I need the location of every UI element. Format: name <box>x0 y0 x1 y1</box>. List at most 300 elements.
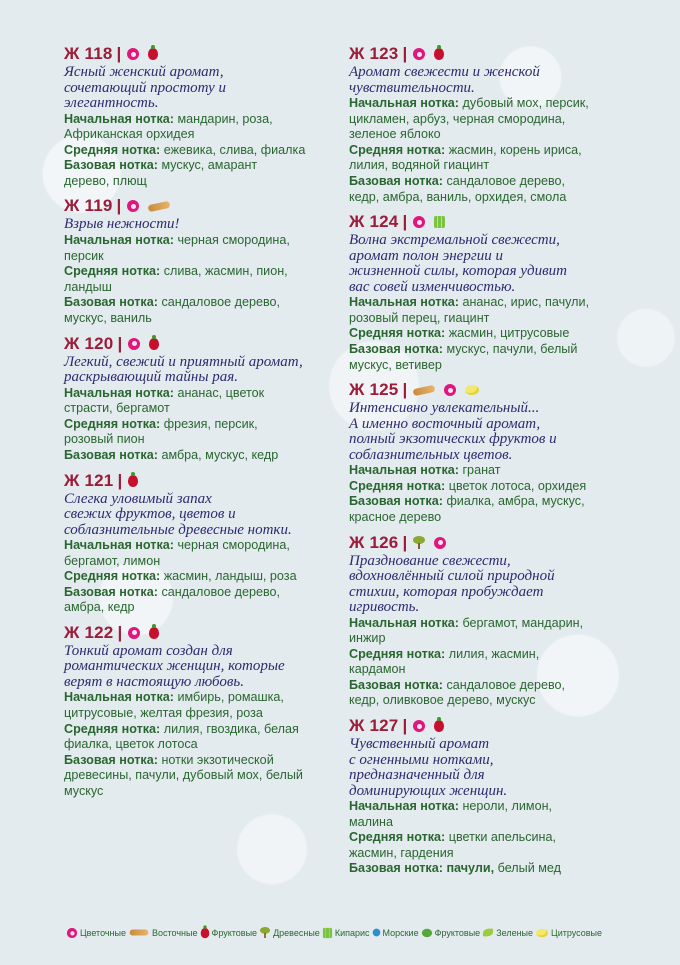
note-icons <box>413 48 444 60</box>
note-line <box>349 830 629 846</box>
note-label: Начальная нотка: <box>349 96 459 110</box>
note-line <box>349 143 629 159</box>
note-base <box>64 448 334 464</box>
note-label: Начальная нотка: <box>349 463 459 478</box>
note-line <box>64 554 334 570</box>
note-value: жасмин, ландыш, роза <box>163 569 297 584</box>
note-value: ландыш <box>64 279 112 294</box>
note-mid <box>64 264 334 295</box>
description-line: раскрывающий тайны рая. <box>64 369 238 386</box>
note-line <box>349 112 629 128</box>
note-value: ананас, ирис, пачули, <box>462 295 590 310</box>
note-mid <box>349 647 629 678</box>
note-value: нероли, лимон, <box>462 799 553 814</box>
note-base <box>64 753 334 800</box>
note-value: инжир <box>349 631 386 646</box>
berry-icon <box>149 338 159 350</box>
note-line <box>349 678 629 694</box>
description-line: А именно восточный аромат, <box>349 415 541 432</box>
legend-label: Восточные <box>152 927 198 938</box>
note-top <box>349 463 629 479</box>
note-line <box>64 768 334 784</box>
note-label: Средняя нотка: <box>349 326 446 341</box>
note-line <box>64 233 334 249</box>
perfume-entry <box>349 380 629 525</box>
description-line: верят в настоящую любовь. <box>64 673 244 690</box>
legend-label: Морские <box>382 927 419 938</box>
separator: | <box>117 470 123 490</box>
note-line <box>64 158 334 174</box>
note-line <box>64 295 334 311</box>
note-label: Базовая нотка: <box>349 494 443 509</box>
note-label: Средняя нотка: <box>64 721 161 736</box>
note-line <box>64 249 334 265</box>
note-value: имбирь, ромашка, <box>177 690 284 705</box>
note-label: Начальная нотка: <box>64 232 174 247</box>
note-value: Африканская орхидея <box>64 127 195 142</box>
note-value: мускус, амарант <box>161 158 258 173</box>
note-value: малина <box>349 814 394 829</box>
legend-item <box>482 928 533 938</box>
note-line <box>349 190 629 206</box>
perfume-description <box>349 554 629 616</box>
left-column <box>64 44 334 807</box>
description-line: полный экзотических фруктов и <box>349 431 557 448</box>
note-label: Начальная нотка: <box>349 799 459 814</box>
separator: | <box>402 532 408 552</box>
perfume-code: Ж 127 <box>349 716 399 736</box>
note-line <box>349 815 629 831</box>
description-line: сочетающий простоту и <box>64 79 227 96</box>
note-value: амбра, мускус, кедр <box>161 447 279 462</box>
note-line <box>349 342 629 358</box>
note-line <box>349 96 629 112</box>
perfume-description <box>349 233 629 295</box>
note-value: жасмин, гардения <box>349 845 454 860</box>
right-column <box>349 44 629 884</box>
flower-icon <box>67 927 77 937</box>
perfume-entry <box>349 716 629 877</box>
berry-icon <box>434 48 444 60</box>
note-value: фиалка, цветок лотоса <box>64 737 198 752</box>
note-line <box>64 127 334 143</box>
note-line <box>64 753 334 769</box>
note-line <box>349 631 629 647</box>
entry-header <box>64 623 334 643</box>
note-line <box>64 401 334 417</box>
perfume-code: Ж 120 <box>64 333 114 353</box>
note-value: лилия, водяной гиацинт <box>349 158 490 173</box>
note-value: бергамот, лимон <box>64 553 161 568</box>
note-line <box>349 846 629 862</box>
description-line: с огненными нотками, <box>349 751 494 768</box>
note-line <box>64 143 334 159</box>
note-value: дерево, плющ <box>64 173 147 188</box>
sea-icon <box>372 929 380 937</box>
description-line: чувствительности. <box>349 79 475 96</box>
note-value: цитрусовые, желтая фрезия, роза <box>64 706 263 721</box>
note-top <box>64 233 334 264</box>
note-value: сандаловое дерево, <box>446 677 566 692</box>
green-icon <box>483 929 493 937</box>
perfume-description <box>64 492 334 539</box>
description-line: стихии, которая пробуждает <box>349 583 544 600</box>
note-value: сандаловое дерево, <box>446 173 566 188</box>
cypress-icon <box>323 927 332 937</box>
entry-header <box>64 471 334 491</box>
note-line <box>64 448 334 464</box>
note-value: цветки апельсина, <box>448 830 557 845</box>
note-top <box>64 112 334 143</box>
separator: | <box>116 44 122 63</box>
note-line <box>64 706 334 722</box>
note-label: Средняя нотка: <box>349 142 446 157</box>
note-line <box>64 280 334 296</box>
berry-icon <box>434 720 444 732</box>
note-icons <box>128 627 159 639</box>
note-value: цикламен, арбуз, черная смородина, <box>349 111 566 126</box>
separator: | <box>402 44 408 63</box>
description-line: вдохновлённый силой природной <box>349 568 555 584</box>
legend-label: Древесные <box>273 927 320 938</box>
note-mid <box>64 722 334 753</box>
note-value: зеленое яблоко <box>349 127 441 142</box>
wood-icon <box>413 536 425 549</box>
note-line <box>349 358 629 374</box>
legend-item <box>421 928 481 938</box>
perfume-code: Ж 125 <box>349 380 399 400</box>
perfume-code: Ж 123 <box>349 44 399 63</box>
entry-header <box>349 533 629 553</box>
note-value: лилия, гвоздика, белая <box>163 721 299 736</box>
note-icons <box>128 475 138 487</box>
note-line <box>64 264 334 280</box>
note-icons <box>413 216 445 228</box>
note-base <box>64 295 334 326</box>
note-label: Базовая нотка: <box>64 584 158 599</box>
perfume-entry <box>64 196 334 326</box>
note-mid <box>64 417 334 448</box>
description-line: аромат полон энергии и <box>349 247 503 264</box>
note-value: древесины, пачули, дубовый мох, белый <box>64 768 303 783</box>
separator: | <box>402 380 408 400</box>
note-line <box>349 463 629 479</box>
perfume-description <box>349 737 629 799</box>
entry-header <box>349 212 629 232</box>
separator: | <box>116 196 122 216</box>
description-line: Взрыв нежности! <box>64 216 180 233</box>
legend-item <box>128 928 197 938</box>
note-value: розовый пион <box>64 432 145 447</box>
legend-item <box>372 928 419 938</box>
note-label: Базовая нотка: <box>349 173 443 188</box>
note-base <box>64 158 334 189</box>
description-line: доминирующих женщин. <box>349 782 508 799</box>
description-line: Ясный женский аромат, <box>64 64 224 80</box>
perfume-code: Ж 119 <box>64 196 113 216</box>
description-line: Тонкий аромат создан для <box>64 642 233 659</box>
note-line <box>349 127 629 143</box>
note-value: амбра, кедр <box>64 600 135 615</box>
description-line: свежих фруктов, цветов и <box>64 506 236 522</box>
legend-label: Зеленые <box>496 927 534 938</box>
note-value: фиалка, амбра, мускус, <box>446 494 585 509</box>
legend-label: Фруктовые <box>211 927 258 938</box>
flower-icon <box>444 384 456 396</box>
note-label: Начальная нотка: <box>64 538 174 552</box>
flower-icon <box>434 537 446 549</box>
note-line <box>349 861 629 877</box>
note-value: розовый перец, гиацинт <box>349 310 490 325</box>
cypress-icon <box>434 216 445 228</box>
note-value: дубовый мох, персик, <box>462 96 589 110</box>
note-top <box>349 96 629 143</box>
note-line <box>64 737 334 753</box>
note-label: Средняя нотка: <box>64 142 161 157</box>
flower-icon <box>413 720 425 732</box>
legend-label: Цитрусовые <box>551 927 603 938</box>
entry-header <box>349 716 629 736</box>
flower-icon <box>127 200 139 212</box>
description-line: Празднование свежести, <box>349 552 511 569</box>
description-line: Волна экстремальной свежести, <box>349 232 560 249</box>
perfume-entry <box>64 623 334 800</box>
perfume-description <box>64 355 334 386</box>
note-value: ананас, цветок <box>177 385 265 400</box>
spice-icon <box>130 930 149 936</box>
legend-item <box>66 927 126 939</box>
note-line <box>349 494 629 510</box>
separator: | <box>117 333 123 353</box>
note-label: Средняя нотка: <box>349 646 446 661</box>
flower-icon <box>128 338 140 350</box>
note-line <box>64 386 334 402</box>
note-line <box>64 417 334 433</box>
note-value: мандарин, роза, <box>177 111 273 126</box>
note-value: ежевика, слива, фиалка <box>163 142 306 157</box>
note-line <box>349 326 629 342</box>
description-line: романтических женщин, которые <box>64 658 285 675</box>
legend-label: Фруктовые <box>434 927 481 938</box>
note-mid <box>349 479 629 495</box>
note-top <box>349 295 629 326</box>
perfume-entry <box>349 44 629 205</box>
note-mid <box>349 326 629 342</box>
note-line <box>349 158 629 174</box>
flower-icon <box>127 48 139 60</box>
wood-icon <box>260 927 270 938</box>
note-base <box>349 174 629 205</box>
description-line: вас совей изменчивостью. <box>349 278 516 295</box>
note-base <box>349 494 629 525</box>
note-line <box>64 722 334 738</box>
berry-icon <box>148 48 158 60</box>
note-value: пачули, <box>446 861 495 876</box>
note-value: страсти, бергамот <box>64 401 170 416</box>
description-line: жизненной силы, которая удивит <box>349 263 567 280</box>
note-top <box>349 799 629 830</box>
description-line: Чувственный аромат <box>349 736 490 753</box>
note-value: гранат <box>462 463 501 478</box>
flower-icon <box>128 627 140 639</box>
note-line <box>349 662 629 678</box>
perfume-code: Ж 122 <box>64 622 114 642</box>
note-line <box>349 799 629 815</box>
flower-icon <box>413 48 425 60</box>
entry-header <box>349 380 629 400</box>
note-line <box>64 112 334 128</box>
note-icons <box>413 720 444 732</box>
description-line: Интенсивно увлекательный... <box>349 400 540 417</box>
note-value: черная смородина, <box>177 538 290 552</box>
description-line: соблазнительных цветов. <box>349 446 513 463</box>
description-line: соблазнительные древесные нотки. <box>64 521 292 538</box>
note-mid <box>349 830 629 861</box>
note-line <box>349 647 629 663</box>
note-line <box>349 616 629 632</box>
note-line <box>349 311 629 327</box>
note-value: кардамон <box>349 662 406 677</box>
note-label: Средняя нотка: <box>64 569 161 584</box>
note-value: мускус, пачули, белый <box>446 341 578 356</box>
note-label: Базовая нотка: <box>64 447 158 462</box>
note-value: сандаловое дерево, <box>161 295 281 310</box>
note-line <box>64 538 334 554</box>
note-label: Средняя нотка: <box>64 264 161 279</box>
note-icons <box>128 338 159 350</box>
legend-label: Кипарис <box>334 927 370 938</box>
spice-icon <box>413 384 436 395</box>
legend-item <box>200 927 258 939</box>
perfume-description <box>64 644 334 691</box>
perfume-description <box>64 217 334 233</box>
entry-header <box>349 44 629 64</box>
note-line <box>64 690 334 706</box>
note-label: Средняя нотка: <box>64 416 161 431</box>
note-value: слива, жасмин, пион, <box>163 264 288 279</box>
separator: | <box>402 716 408 736</box>
flower-icon <box>413 216 425 228</box>
note-value: цветок лотоса, орхидея <box>448 478 587 493</box>
perfume-code: Ж 126 <box>349 532 399 552</box>
note-value: кедр, оливковое дерево, мускус <box>349 693 536 708</box>
description-line: предназначенный для <box>349 767 485 784</box>
note-line <box>64 585 334 601</box>
description-line: игривость. <box>349 599 420 615</box>
note-value: черная смородина, <box>177 232 290 247</box>
berry-icon <box>149 627 159 639</box>
note-line <box>349 693 629 709</box>
perfume-code: Ж 124 <box>349 212 399 232</box>
note-line <box>64 311 334 327</box>
note-line <box>349 479 629 495</box>
note-value: красное дерево <box>349 509 442 524</box>
entry-header <box>64 334 334 354</box>
note-label: Начальная нотка: <box>64 385 174 400</box>
note-line <box>349 174 629 190</box>
fruit2-icon <box>422 928 432 937</box>
entry-header <box>64 44 334 64</box>
note-label: Базовая нотка: <box>64 752 158 767</box>
note-value: персик <box>64 248 104 263</box>
berry-icon <box>128 475 138 487</box>
note-base <box>349 678 629 709</box>
perfume-code: Ж 121 <box>64 470 114 490</box>
description-line: Аромат свежести и женской <box>349 64 540 80</box>
separator: | <box>402 212 408 232</box>
note-top <box>64 690 334 721</box>
perfume-description <box>64 65 334 112</box>
note-label: Базовая нотка: <box>349 341 443 356</box>
citrus-icon <box>465 385 479 395</box>
legend-item <box>322 927 370 939</box>
note-value: сандаловое дерево, <box>161 584 281 599</box>
note-line <box>64 174 334 190</box>
citrus-icon <box>536 928 548 937</box>
note-label: Начальная нотка: <box>64 690 174 705</box>
perfume-entry <box>349 533 629 710</box>
description-line: элегантность. <box>64 95 159 111</box>
note-label: Начальная нотка: <box>64 111 174 126</box>
note-line <box>349 295 629 311</box>
perfume-entry <box>64 44 334 189</box>
note-icons <box>413 384 479 396</box>
note-icons <box>127 200 170 212</box>
perfume-entry <box>64 471 334 616</box>
legend-item <box>535 928 602 938</box>
perfume-entry <box>64 334 334 464</box>
note-icons <box>127 48 158 60</box>
note-label: Базовая нотка: <box>64 158 158 173</box>
note-value: мускус, ветивер <box>349 357 442 372</box>
entry-header <box>64 196 334 216</box>
note-base <box>64 585 334 616</box>
note-line <box>64 569 334 585</box>
note-base <box>349 342 629 373</box>
note-label: Базовая нотка: <box>64 295 158 310</box>
note-top <box>349 616 629 647</box>
note-value: жасмин, корень ириса, <box>448 142 582 157</box>
note-value: мускус <box>64 784 104 799</box>
note-value: белый мед <box>497 861 561 876</box>
note-base <box>349 861 629 877</box>
note-mid <box>64 569 334 585</box>
perfume-description <box>349 65 629 96</box>
berry-icon <box>200 927 209 937</box>
note-value: фрезия, персик, <box>163 416 258 431</box>
separator: | <box>117 622 123 642</box>
note-line <box>64 600 334 616</box>
note-label: Средняя нотка: <box>349 830 446 845</box>
perfume-entry <box>349 212 629 373</box>
note-value: бергамот, мандарин, <box>462 615 584 630</box>
legend <box>66 926 626 939</box>
note-icons <box>413 536 446 549</box>
note-label: Средняя нотка: <box>349 478 446 493</box>
description-line: Легкий, свежий и приятный аромат, <box>64 353 303 370</box>
note-line <box>64 784 334 800</box>
note-line <box>64 432 334 448</box>
legend-label: Цветочные <box>80 927 127 938</box>
perfume-code: Ж 118 <box>64 44 113 63</box>
note-line <box>349 510 629 526</box>
description-line: Слегка уловимый запах <box>64 490 212 507</box>
note-value: нотки экзотической <box>161 752 274 767</box>
legend-item <box>259 926 320 939</box>
note-label: Начальная нотка: <box>349 615 459 630</box>
note-top <box>64 538 334 569</box>
note-mid <box>64 143 334 159</box>
